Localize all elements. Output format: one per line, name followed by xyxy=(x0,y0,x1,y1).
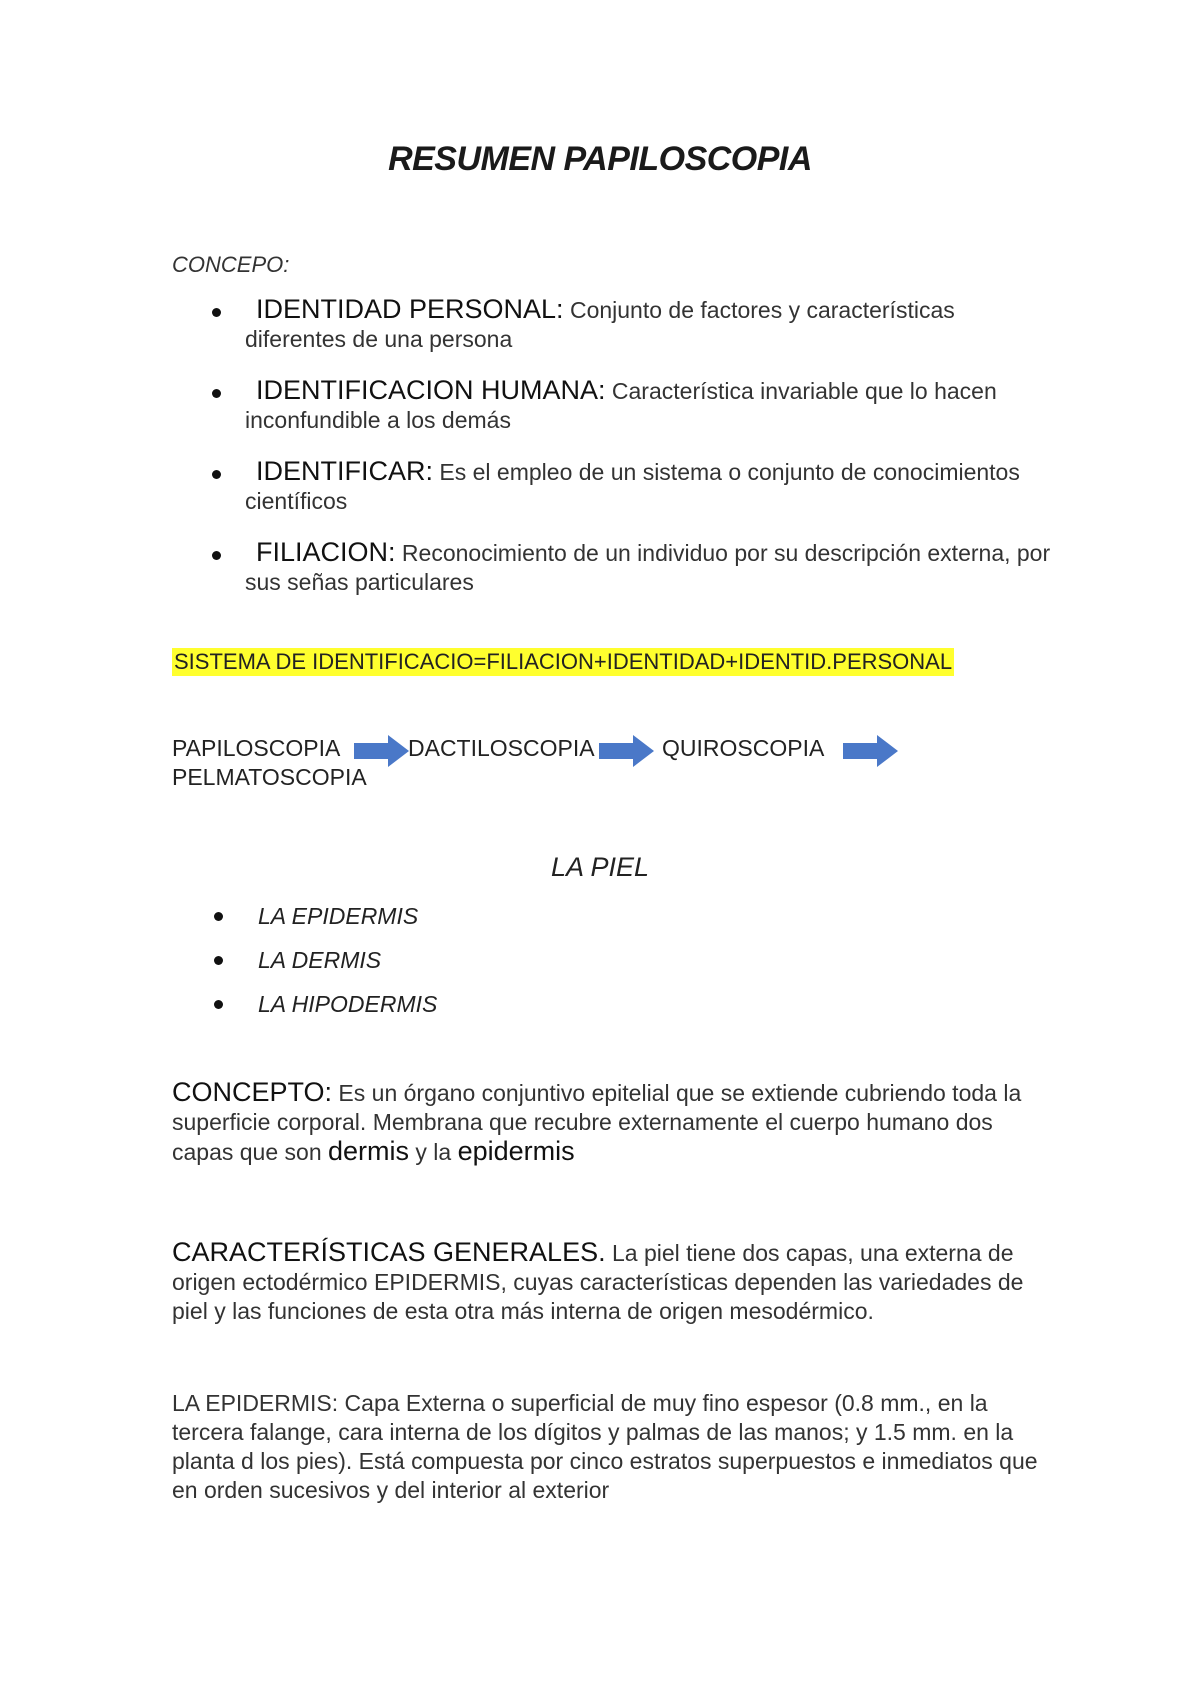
concept-term: IDENTIDAD PERSONAL: xyxy=(256,294,564,324)
skin-layer-item xyxy=(172,903,437,947)
flow-step-papiloscopia: PAPILOSCOPIA xyxy=(172,735,341,761)
characteristics-paragraph xyxy=(172,1238,1052,1326)
paragraph-lead: CARACTERÍSTICAS GENERALES. xyxy=(172,1237,606,1267)
concept-filiacion xyxy=(172,538,1052,597)
papiloscopia-flow xyxy=(172,735,1072,795)
bullet-icon xyxy=(214,1000,223,1009)
flow-step-quiroscopia: QUIROSCOPIA xyxy=(662,735,825,761)
skin-layer-label: LA EPIDERMIS xyxy=(258,903,419,929)
identification-system-formula: SISTEMA DE IDENTIFICACIO=FILIACION+IDENTIDAD+IDENTID.PERSONAL xyxy=(174,649,953,674)
paragraph-keyword-dermis: dermis xyxy=(328,1136,410,1166)
concept-term: IDENTIFICAR: xyxy=(256,456,434,486)
paragraph-connector: y la xyxy=(409,1139,458,1165)
concept-identificar xyxy=(172,457,1052,516)
bullet-icon xyxy=(212,389,221,398)
bullet-icon xyxy=(212,308,221,317)
concept-term: IDENTIFICACION HUMANA: xyxy=(256,375,606,405)
concepts-list xyxy=(172,295,1052,619)
skin-layer-item xyxy=(172,947,437,991)
paragraph-text: Es un órgano conjuntivo epitelial que se extiende cubriendo toda la superficie corporal. Membrana que recubre externamente el cuerpo humano dos capas que son xyxy=(172,1080,1022,1165)
concept-definition: Es el empleo de un sistema o conjunto de conocimientos científicos xyxy=(245,459,1020,514)
concept-definition: Conjunto de factores y características diferentes de una persona xyxy=(245,297,955,352)
bullet-icon xyxy=(212,551,221,560)
document-title: RESUMEN PAPILOSCOPIA xyxy=(388,140,812,178)
skin-layers-list xyxy=(172,903,437,1035)
skin-section-title: LA PIEL xyxy=(550,852,650,882)
skin-layer-item xyxy=(172,991,437,1035)
skin-layer-label: LA DERMIS xyxy=(258,947,382,973)
epidermis-paragraph: LA EPIDERMIS: Capa Externa o superficial de muy fino espesor (0.8 mm., en la tercera falange, cara interna de los dígitos y palmas de las manos; y 1.5 mm. en la planta d los pies). Está compuesta por cinco estratos superpuestos e inmediatos que en orden sucesivos y del interior al exterior xyxy=(172,1390,1038,1503)
right-arrow-icon xyxy=(599,733,655,769)
flow-step-dactiloscopia: DACTILOSCOPIA xyxy=(408,735,595,761)
bullet-icon xyxy=(214,912,223,921)
skin-layer-label: LA HIPODERMIS xyxy=(258,991,438,1017)
paragraph-lead: CONCEPTO: xyxy=(172,1077,333,1107)
flow-step-pelmatoscopia: PELMATOSCOPIA xyxy=(172,764,367,790)
concept-identificacion-humana xyxy=(172,376,1052,435)
concept-term: FILIACION: xyxy=(256,537,396,567)
concept-paragraph xyxy=(172,1078,1052,1167)
concept-definition: Reconocimiento de un individuo por su descripción externa, por sus señas particulares xyxy=(245,540,1051,595)
paragraph-keyword-epidermis: epidermis xyxy=(457,1136,575,1166)
concept-identidad-personal xyxy=(172,295,1052,354)
right-arrow-icon xyxy=(843,733,899,769)
section-label-concepto: CONCEPO: xyxy=(172,252,290,277)
paragraph-text: La piel tiene dos capas, una externa de origen ectodérmico EPIDERMIS, cuyas características dependen las variedades de piel y las funciones de esta otra más interna de origen mesodérmico. xyxy=(172,1240,1024,1324)
concept-definition: Característica invariable que lo hacen inconfundible a los demás xyxy=(245,378,997,433)
bullet-icon xyxy=(212,470,221,479)
bullet-icon xyxy=(214,956,223,965)
